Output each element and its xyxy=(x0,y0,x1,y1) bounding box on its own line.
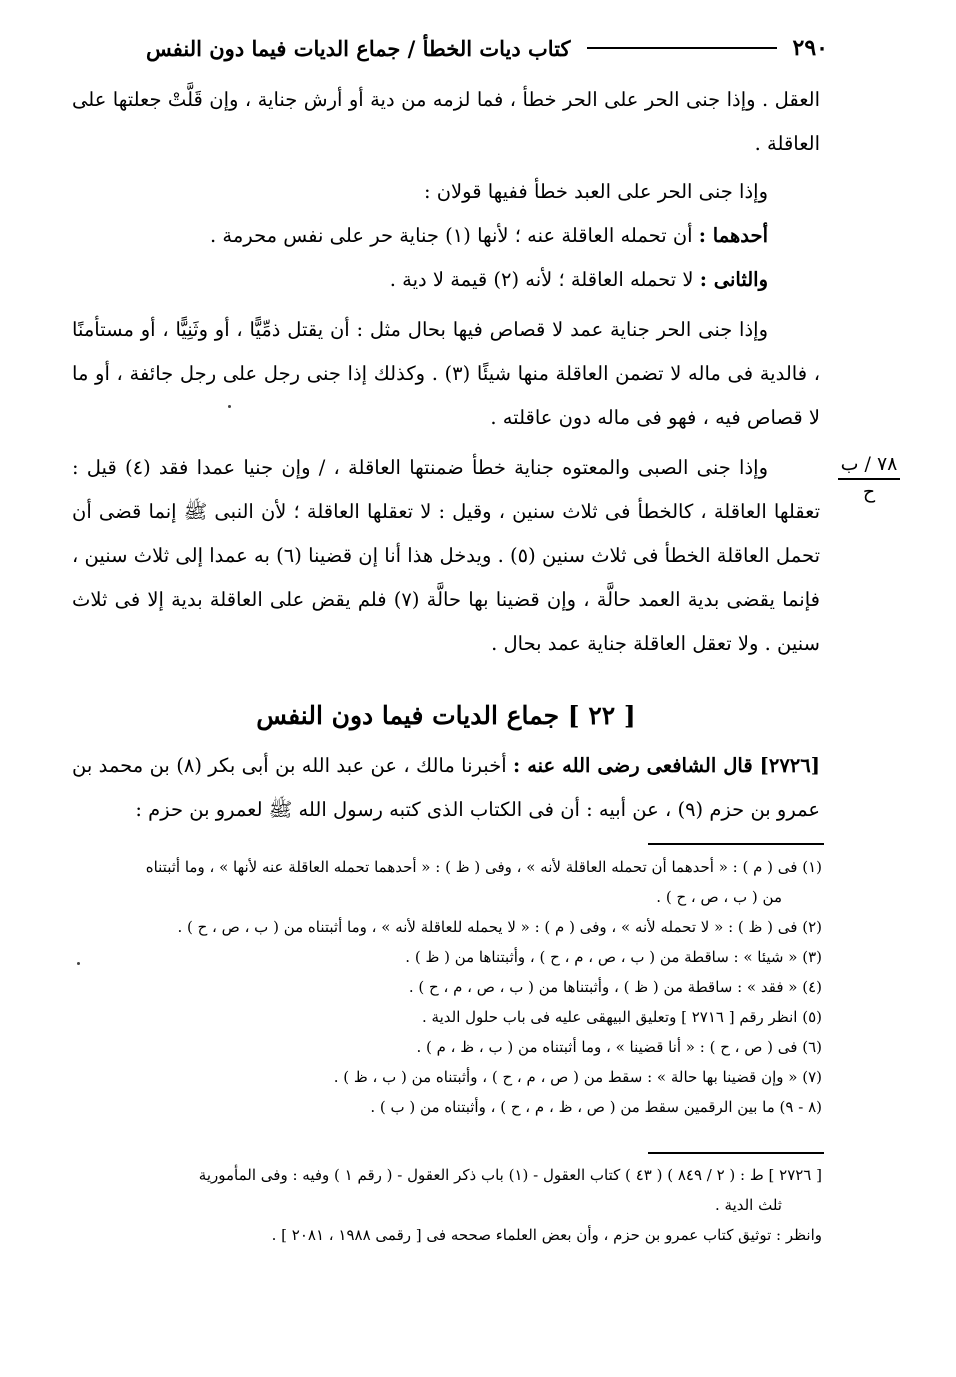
footnote: (٤) « فقد » : ساقطة من ( ظ ) ، وأثبتناها من ( ب ، ص ، م ، ح ) . xyxy=(408,978,822,996)
source-note: وانظر : توثيق كتاب عمرو بن حزم ، وأن بعض العلماء صححه فى [ رقمى ١٩٨٨ ، ٢٠٨١ ] . xyxy=(271,1226,822,1244)
source-note: [ ٢٧٢٦ ] ط : ( ٢ / ٨٤٩ ) ( ٤٣ ) كتاب العقول - (١) باب ذكر العقول - ( رقم ١ ) وفيه : وفى المأمورية xyxy=(198,1166,822,1184)
paragraph: وإذا جنى الحر جناية عمد لا قصاص فيها بحال مثل : أن يقتل ذمِّيًّا ، أو وثَنِيًّا ، أو مستأمنًا ، فالدية فى ماله لا تضمن العاقلة منها شيئًا (٣) . وكذلك إذا جنى رجل على رجل جائفة ، أو ما لا قصاص فيه ، فهو فى ماله دون عاقلته . xyxy=(72,318,820,429)
footnotes xyxy=(72,852,822,1122)
page-header xyxy=(68,28,828,68)
paragraph xyxy=(72,744,820,832)
sources-rule xyxy=(648,1152,824,1154)
section-title: [ ٢٢ ] جماع الديات فيما دون النفس xyxy=(256,701,636,730)
paragraph-text: أن تحمله العاقلة عنه ؛ لأنها (١) جناية حر على نفس محرمة . xyxy=(210,224,699,247)
paragraph-text: أخبرنا مالك ، عن عبد الله بن أبى بكر (٨) بن محمد بن عمرو بن حزم (٩) ، عن أبيه : أن فى الكتاب الذى كتبه رسول الله ﷺ لعمرو بن حزم : xyxy=(72,754,820,821)
hadith-text xyxy=(72,744,820,832)
paragraph: العقل . وإذا جنى الحر على الحر خطأ ، فما لزمه من دية أو أرش جناية ، وإن قَلَّتْ جعلتها على العاقلة . xyxy=(72,88,820,155)
footnote: من ( ب ، ص ، ح ) . xyxy=(656,888,782,906)
footnote: (١) فى ( م ) : « أحدهما أن تحمله العاقلة لأنه » ، وفى ( ظ ) : « أحدهما تحمله العاقلة عنه لأنها » ، وما أثبتناه xyxy=(145,858,822,876)
body-text xyxy=(72,78,820,666)
footnote: (٦) فى ( ص ، ح ) : « أنا قضينا » ، وما أثبتناه من ( ب ، ظ ، م ) . xyxy=(416,1038,822,1056)
running-title: كتاب ديات الخطأ / جماع الديات فيما دون النفس xyxy=(145,35,571,61)
paragraph-lead: والثانى : xyxy=(699,268,768,291)
print-speck xyxy=(228,405,231,408)
paragraph: وإذا جنى الحر على العبد خطأ ففيها قولان : xyxy=(423,180,768,203)
source-notes xyxy=(72,1160,822,1250)
footnote: (٨ - ٩) ما بين الرقمين سقط من ( ص ، ظ ، م ، ح ) ، وأثبتناه من ( ب ) . xyxy=(370,1098,822,1116)
footnote: (٧) « وإن قضينا بها حالة » : سقط من ( ص ، م ، ح ) ، وأثبتناه من ( ب ، ظ ) . xyxy=(333,1068,822,1086)
paragraph-lead: أحدهما : xyxy=(698,224,768,247)
margin-note-siglum: ح xyxy=(862,481,876,503)
hadith-number: [٢٧٢٦] قال الشافعى رضى الله عنه : xyxy=(513,754,820,777)
print-speck xyxy=(77,962,80,965)
footnote-rule xyxy=(648,843,824,845)
paragraph xyxy=(72,258,820,302)
paragraph: وإذا جنى الصبى والمعتوه جناية خطأ ضمنتها العاقلة ، / وإن جنيا عمدا فقد (٤) قيل : تعقلها العاقلة ، كالخطأ فى ثلاث سنين ، وقيل : لا تعقلها العاقلة ؛ لأن النبى ﷺ إنما قضى أن تحمل العاقلة الخطأ فى ثلاث سنين (٥) . ويدخل هذا أنا إن قضينا (٦) به عمدا إلى ثلاث سنين ، فإنما يقضى بدية العمد حالَّة ، وإن قضينا بها حالَّة (٧) فلم يقض على العاقلة بدية إلا فى ثلاث سنين . ولا تعقل العاقلة جناية عمد بحال . xyxy=(72,456,820,655)
footnote: (٥) انظر رقم [ ٢٧١٦ ] وتعليق البيهقى عليه فى باب حلول الدية . xyxy=(422,1008,822,1026)
header-rule xyxy=(587,47,777,49)
page-number: ٢٩٠ xyxy=(792,35,828,61)
paragraph xyxy=(72,214,820,258)
footnote: (٢) فى ( ظ ) : « لا تحمله لأنه » ، وفى ( م ) : « لا يحمله للعاقلة لأنه » ، وما أثبتناه من ( ب ، ص ، ح ) . xyxy=(177,918,822,936)
margin-note-folio: ٧٨ / ب xyxy=(838,452,900,480)
source-note: ثلث الدية . xyxy=(714,1196,782,1214)
margin-manuscript-note xyxy=(838,452,900,504)
paragraph-text: لا تحمله العاقلة ؛ لأنه (٢) قيمة لا دية . xyxy=(389,268,700,291)
footnote: (٣) « شيئا » : ساقطة من ( ب ، ص ، م ، ح ) ، وأثبتناها من ( ظ ) . xyxy=(405,948,822,966)
